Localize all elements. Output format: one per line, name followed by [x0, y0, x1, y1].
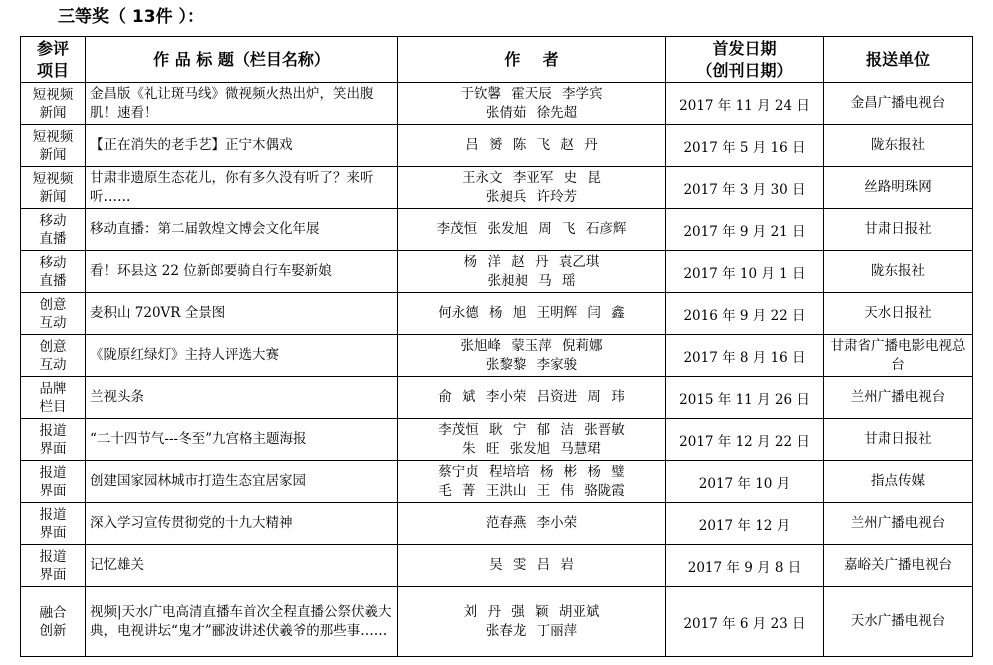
category-line1: 报道 — [39, 506, 67, 523]
category-cell — [21, 419, 86, 461]
authors-line1: 张旭峰 蒙玉萍 倪莉娜 — [460, 337, 603, 354]
table-row — [21, 503, 973, 545]
section-heading: 三等奖（ 13件 ）： — [58, 7, 204, 27]
unit-cell: 天水日报社 — [824, 293, 973, 335]
title-cell: 麦积山 720VR 全景图 — [86, 293, 398, 335]
title-cell: 视频|天水广电高清直播车首次全程直播公祭伏羲大典，电视讲坛“鬼才”郦波讲述伏羲爷的那些事…… — [86, 587, 398, 657]
authors-line1: 李茂恒 耿 宁 郁 洁 张晋敏 — [438, 421, 625, 438]
authors-cell — [398, 503, 666, 545]
unit-cell: 金昌广播电视台 — [824, 83, 973, 125]
category-line1: 报道 — [39, 548, 67, 565]
table-row — [21, 587, 973, 657]
category-line2: 新闻 — [39, 188, 67, 205]
category-line2: 界面 — [39, 566, 67, 583]
category-line1: 品牌 — [39, 380, 67, 397]
unit-cell: 天水广播电视台 — [824, 587, 973, 657]
table-row — [21, 461, 973, 503]
table-row — [21, 377, 973, 419]
date-cell: 2017 年 10 月 — [666, 461, 824, 503]
table-row — [21, 167, 973, 209]
unit-cell: 陇东报社 — [824, 251, 973, 293]
category-line1: 报道 — [39, 464, 67, 481]
unit-cell: 丝路明珠网 — [824, 167, 973, 209]
category-line1: 融合 — [39, 604, 67, 621]
category-line1: 短视频 — [32, 170, 74, 187]
title-cell: 【正在消失的老手艺】正宁木偶戏 — [86, 125, 398, 167]
authors-line1: 杨 洋 赵 丹 袁乙琪 — [463, 253, 600, 270]
table-row — [21, 83, 973, 125]
category-line2: 互动 — [39, 356, 67, 373]
category-line1: 移动 — [39, 212, 67, 229]
unit-cell: 兰州广播电视台 — [824, 503, 973, 545]
authors-cell — [398, 293, 666, 335]
authors-cell — [398, 125, 666, 167]
authors-line1: 范春燕 李小荣 — [485, 515, 578, 531]
title-cell: 金昌版《礼让斑马线》微视频火热出炉，笑出腹肌！速看！ — [86, 83, 398, 125]
unit-cell: 嘉峪关广播电视台 — [824, 545, 973, 587]
header-date-line2: （创刊日期） — [696, 60, 793, 80]
category-cell — [21, 209, 86, 251]
date-cell: 2017 年 10 月 1 日 — [666, 251, 824, 293]
date-cell: 2017 年 3 月 30 日 — [666, 167, 824, 209]
authors-line2: 张昶兵 许玲芳 — [485, 188, 578, 205]
date-cell: 2017 年 11 月 24 日 — [666, 83, 824, 125]
authors-line2: 张倩茹 徐先超 — [485, 104, 578, 121]
unit-cell: 甘肃日报社 — [824, 419, 973, 461]
category-cell — [21, 167, 86, 209]
authors-cell — [398, 251, 666, 293]
authors-line1: 王永文 李亚军 史 昆 — [462, 169, 601, 186]
category-cell — [21, 251, 86, 293]
header-unit: 报送单位 — [824, 37, 973, 83]
title-cell: 《陇原红绿灯》主持人评选大赛 — [86, 335, 398, 377]
category-line2: 创新 — [39, 622, 67, 639]
category-line2: 新闻 — [39, 104, 67, 121]
category-cell — [21, 587, 86, 657]
table-row — [21, 335, 973, 377]
authors-line2: 毛 菁 王洪山 王 伟 骆陇霞 — [438, 482, 625, 499]
category-line2: 新闻 — [39, 146, 67, 163]
authors-line2: 张昶昶 马 瑶 — [487, 272, 576, 289]
authors-line2: 张黎黎 李家骏 — [485, 356, 578, 373]
authors-line2: 朱 旺 张发旭 马慧珺 — [462, 440, 601, 457]
table-row — [21, 251, 973, 293]
authors-cell — [398, 461, 666, 503]
title-cell: “二十四节气---冬至”九宫格主题海报 — [86, 419, 398, 461]
category-cell — [21, 125, 86, 167]
header-date-line1: 首发日期 — [712, 38, 777, 58]
unit-cell: 甘肃省广播电影电视总台 — [824, 335, 973, 377]
header-category-line2: 项目 — [36, 60, 69, 80]
category-cell — [21, 503, 86, 545]
category-line1: 短视频 — [32, 86, 74, 103]
category-cell — [21, 545, 86, 587]
category-line1: 移动 — [39, 254, 67, 271]
authors-line1: 刘 丹 强 颖 胡亚斌 — [463, 603, 600, 620]
unit-cell: 甘肃日报社 — [824, 209, 973, 251]
table-row — [21, 125, 973, 167]
header-category — [21, 37, 86, 83]
title-cell: 深入学习宣传贯彻党的十九大精神 — [86, 503, 398, 545]
authors-cell — [398, 419, 666, 461]
date-cell: 2016 年 9 月 22 日 — [666, 293, 824, 335]
category-cell — [21, 293, 86, 335]
authors-line1: 于钦馨 霍天辰 李学宾 — [460, 85, 603, 102]
table-row — [21, 293, 973, 335]
category-cell — [21, 83, 86, 125]
category-line2: 直播 — [39, 272, 67, 289]
title-cell: 兰视头条 — [86, 377, 398, 419]
table-row — [21, 419, 973, 461]
header-date — [666, 37, 824, 83]
category-line1: 创意 — [39, 296, 67, 313]
category-cell — [21, 377, 86, 419]
title-cell: 看！环县这 22 位新郎要骑自行车娶新娘 — [86, 251, 398, 293]
category-line1: 创意 — [39, 338, 67, 355]
unit-cell: 指点传媒 — [824, 461, 973, 503]
date-cell: 2017 年 5 月 16 日 — [666, 125, 824, 167]
authors-cell — [398, 83, 666, 125]
authors-line1: 吕 赟 陈 飞 赵 丹 — [465, 137, 598, 153]
date-cell: 2017 年 8 月 16 日 — [666, 335, 824, 377]
category-line2: 界面 — [39, 440, 67, 457]
table-row — [21, 545, 973, 587]
authors-cell — [398, 377, 666, 419]
title-cell: 移动直播：第二届敦煌文博会文化年展 — [86, 209, 398, 251]
header-authors: 作 者 — [398, 37, 666, 83]
authors-line1: 吴 雯 吕 岩 — [489, 557, 574, 573]
unit-cell: 陇东报社 — [824, 125, 973, 167]
date-cell: 2017 年 12 月 22 日 — [666, 419, 824, 461]
title-cell: 创建国家园林城市打造生态宜居家园 — [86, 461, 398, 503]
authors-line2: 张春龙 丁丽萍 — [485, 622, 578, 639]
authors-line1: 蔡宁贞 程培培 杨 彬 杨 璧 — [438, 463, 625, 480]
table-row — [21, 209, 973, 251]
unit-cell: 兰州广播电视台 — [824, 377, 973, 419]
awards-table — [20, 36, 973, 657]
authors-cell — [398, 335, 666, 377]
title-cell: 记忆雄关 — [86, 545, 398, 587]
category-cell — [21, 461, 86, 503]
table-header-row — [21, 37, 973, 83]
date-cell: 2015 年 11 月 26 日 — [666, 377, 824, 419]
authors-line1: 何永德 杨 旭 王明辉 闫 鑫 — [438, 305, 625, 321]
category-line2: 直播 — [39, 230, 67, 247]
authors-cell — [398, 209, 666, 251]
date-cell: 2017 年 6 月 23 日 — [666, 587, 824, 657]
category-line2: 互动 — [39, 314, 67, 331]
authors-line1: 俞 斌 李小荣 吕资进 周 玮 — [438, 389, 625, 405]
date-cell: 2017 年 9 月 8 日 — [666, 545, 824, 587]
header-title: 作 品 标 题（栏目名称） — [86, 37, 398, 83]
category-cell — [21, 335, 86, 377]
category-line2: 栏目 — [39, 398, 67, 415]
date-cell: 2017 年 9 月 21 日 — [666, 209, 824, 251]
category-line2: 界面 — [39, 482, 67, 499]
authors-cell — [398, 545, 666, 587]
authors-line1: 李茂恒 张发旭 周 飞 石彦辉 — [436, 221, 627, 237]
date-cell: 2017 年 12 月 — [666, 503, 824, 545]
title-cell: 甘肃非遗原生态花儿，你有多久没有听了？来听听…… — [86, 167, 398, 209]
category-line1: 短视频 — [32, 128, 74, 145]
header-category-line1: 参评 — [36, 38, 69, 58]
authors-cell — [398, 587, 666, 657]
category-line1: 报道 — [39, 422, 67, 439]
category-line2: 界面 — [39, 524, 67, 541]
authors-cell — [398, 167, 666, 209]
